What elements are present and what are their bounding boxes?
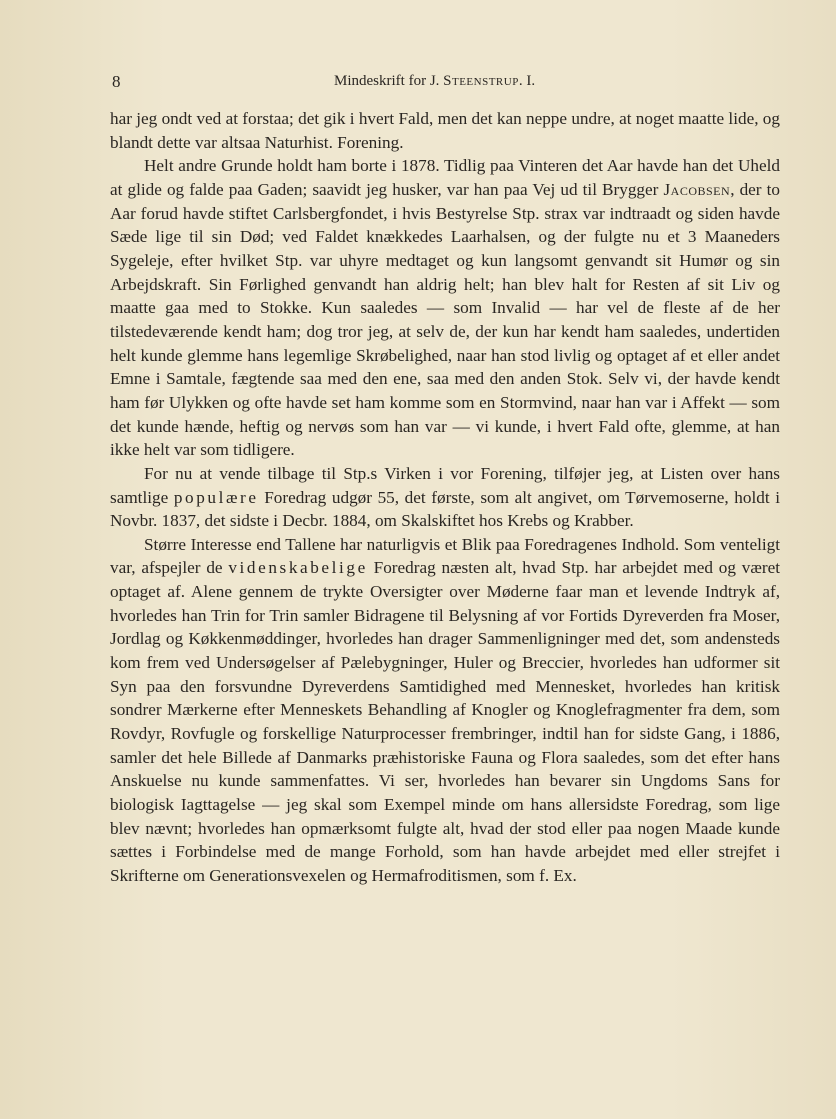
paragraph-3: [110, 462, 780, 533]
person-name-jacobsen: Jacobsen: [663, 179, 731, 199]
paragraph-2-text-b: , der to Aar forud havde stiftet Carlsbergfondet, i hvis Bestyrelse Stp. strax var indtraadt og siden havde Sæde lige til sin Død; ved Faldet knækkedes Laarhalsen, og der fulgte nu et 3 Maaneders Sygeleje, efter hvilket Stp. var uhyre medtaget og kun langsomt genvandt sit Humør og sin Arbejdskraft. Sin Førlighed genvandt han aldrig helt; han blev halt for Resten af sit Liv og maatte gaa med to Stokke. Kun saaledes — som Invalid — har vel de fleste af de her tilstedeværende kendt ham; dog tror jeg, at selv de, der kun har kendt ham saaledes, undertiden helt kunde glemme hans legemlige Skrøbelighed, naar han stod livlig og optaget af et eller andet Emne i Samtale, fægtende saa med den ene, saa med den anden Stok. Selv vi, der havde kendt ham før Ulykken og ofte havde set ham komme som en Stormvind, naar han var i Affekt — som det kunde hænde, heftig og nervøs som han var — vi kunde, i hvert Fald ofte, glemme, at han ikke helt var som tidligere.: [110, 179, 780, 460]
paragraph-4-text-a: Større Interesse end Tallene har naturligvis et Blik paa Foredragenes Indhold. Som venteligt var, afspejler de: [110, 534, 780, 578]
running-header: [112, 72, 556, 96]
paragraph-1-text: har jeg ondt ved at forstaa; det gik i hvert Fald, men det kan neppe undre, at noget maatte lide, og blandt dette var altsaa Naturhist. Forening.: [110, 109, 780, 152]
running-title: [334, 73, 535, 90]
running-title-name: Steenstrup: [443, 73, 519, 89]
emphasis-videnskabelige: videnskabelige: [228, 558, 368, 578]
paragraph-1: [110, 107, 780, 154]
paragraph-2: [110, 154, 780, 462]
paragraph-4-text-b: Foredrag næsten alt, hvad Stp. har arbejdet med og været optaget af. Alene gennem de trykte Oversigter over Møderne faar man et levende Indtryk af, hvorledes han Trin for Trin samler Bidragene til Belysning af vor Fortids Dyreverden fra Moser, Jordlag og Køkkenmøddinger, hvorledes han drager Sammenligninger med det, som andensteds kom frem ved Undersøgelser af Pælebygninger, Huler og Breccier, hvorledes han udformer sit Syn paa den forsvundne Dyreverdens Samtidighed med Mennesket, hvorledes han kritisk sondrer Mærkerne efter Menneskets Behandling af Knogler og Knoglefragmenter fra dem, som Rovdyr, Rovfugle og forskellige Naturprocesser frembringer, indtil han for sidste Gang, i 1886, samler det hele Billede af Danmarks præhistoriske Fauna og Flora saaledes, som det efter hans Anskuelse nu kunde sammenfattes. Vi ser, hvorledes han bevarer sin Ungdoms Sans for biologisk Iagttagelse — jeg skal som Exempel minde om hans allersidste Foredrag, som lige blev nævnt; hvorledes han opmærksomt fulgte alt, hvad der stod eller paa nogen Maade kunde sættes i Forbindelse med de mange Forhold, som han havde arbejdet med eller strejfet i Skrifterne om Generationsvexelen og Hermafroditismen, som f. Ex.: [110, 558, 780, 885]
paragraph-2-text-a: Helt andre Grunde holdt ham borte i 1878. Tidlig paa Vinteren det Aar havde han det Uheld at glide og falde paa Gaden; saavidt jeg husker, var han paa Vej ud til Brygger: [110, 156, 780, 199]
page-number: 8: [112, 72, 121, 91]
paragraph-3-text-b: Foredrag udgør 55, det første, som alt angivet, om Tørvemoserne, holdt i Novbr. 1837, det sidste i Decbr. 1884, om Skalskiftet hos Krebs og Krabber.: [110, 487, 780, 531]
emphasis-populaere: populære: [173, 487, 259, 507]
paragraph-4: [110, 533, 780, 888]
running-title-suffix: . I.: [518, 73, 536, 89]
paragraph-3-text-a: For nu at vende tilbage til Stp.s Virken i vor Forening, tilføjer jeg, at Listen over hans samtlige: [110, 463, 780, 507]
running-title-prefix: Mindeskrift for J.: [334, 73, 444, 89]
body-text: [110, 107, 780, 888]
